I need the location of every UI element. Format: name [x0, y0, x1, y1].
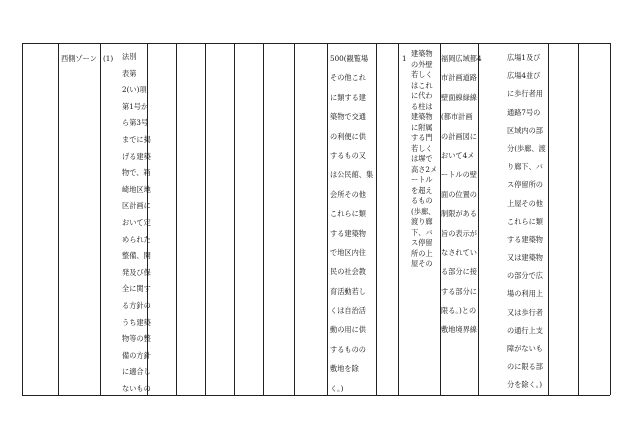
- text-line: 物等の整: [122, 334, 151, 344]
- text-line: く。): [330, 383, 344, 393]
- table-border: [58, 43, 59, 395]
- text-line: 旨の表示が: [441, 228, 477, 238]
- text-line: げる建築: [122, 151, 151, 161]
- text-line: り廊下、バ: [507, 162, 543, 172]
- text-line: おいて定: [122, 217, 151, 227]
- text-line: 障がないも: [507, 344, 543, 353]
- text-line: するものの: [330, 344, 366, 354]
- text-line: る部分に接: [441, 267, 477, 277]
- text-line: までに掲: [122, 134, 151, 144]
- text-line: 崎地区地: [122, 184, 151, 194]
- text-line: 会所その他: [330, 189, 366, 199]
- text-line: 制限がある: [441, 209, 477, 219]
- text-line: 広場1及び: [507, 53, 541, 62]
- text-line: のに限る部: [507, 362, 543, 372]
- text-line: する部分に: [441, 286, 477, 296]
- text-line: 築物で交通: [330, 112, 366, 122]
- law-reference-column: [122, 49, 151, 397]
- text-line: ス停留所の: [507, 180, 543, 190]
- text-line: くは自治活: [330, 306, 366, 316]
- text-line: 限る。)との: [441, 306, 477, 316]
- text-line: 壁面線緑線: [441, 92, 477, 102]
- wall-restriction-column: [411, 49, 439, 270]
- text-line: するもの又: [330, 150, 366, 160]
- text-line: 育活動若し: [330, 286, 366, 296]
- text-line: (都市計画: [441, 112, 473, 122]
- table-border: [205, 43, 206, 395]
- text-line: 場の利用上: [507, 289, 543, 299]
- table-border: [610, 43, 611, 395]
- text-line: の通行上支: [507, 325, 543, 335]
- text-line: その他これ: [330, 73, 366, 83]
- text-line: 発及び保: [122, 267, 151, 277]
- text-line: に適合し: [122, 367, 151, 377]
- text-line: 通路7号の: [507, 107, 541, 117]
- text-line: 物で、箱: [122, 168, 151, 178]
- text-line: 福岡広域都4: [441, 54, 482, 63]
- text-line: する建築物: [330, 228, 366, 238]
- text-line: 備の方針: [122, 350, 151, 360]
- bottom-rule: [22, 395, 610, 396]
- table-border: [176, 43, 177, 395]
- item-number: (1): [103, 54, 114, 63]
- table-border: [22, 43, 23, 395]
- table-border: [376, 43, 377, 395]
- text-line: ら第3号: [122, 118, 149, 128]
- text-line: められた: [122, 234, 151, 244]
- text-line: 又は歩行者: [507, 307, 543, 317]
- building-use-column: [330, 49, 373, 398]
- text-line: 又は建築物: [507, 253, 543, 263]
- table-border: [234, 43, 235, 395]
- table-border: [100, 43, 101, 395]
- subitem-number: 1: [402, 54, 407, 63]
- text-line: 分(歩廊、渡: [507, 143, 546, 153]
- text-line: ートルの壁: [441, 170, 477, 180]
- zone-label: 西側ゾーン: [61, 54, 97, 63]
- text-line: 民の社会教: [330, 267, 366, 277]
- text-line: の利便に供: [330, 131, 366, 141]
- text-line: 500(観覧場: [330, 54, 369, 63]
- text-line: 全に関す: [122, 284, 151, 294]
- table-border: [398, 43, 399, 395]
- table-border: [327, 43, 328, 395]
- text-line: 区計画に: [122, 201, 151, 211]
- text-line: に類する建: [330, 92, 366, 102]
- text-line: 法別: [122, 52, 137, 61]
- text-line: は公民館、集: [330, 170, 374, 180]
- text-line: 動の用に供: [330, 325, 366, 335]
- text-line: で地区内住: [330, 247, 366, 257]
- table-border: [294, 43, 295, 395]
- text-line: 上屋その他: [507, 198, 543, 208]
- table-border: [578, 43, 579, 395]
- text-line: 市計画道路: [441, 73, 477, 83]
- text-line: 表第: [122, 68, 137, 78]
- text-line: ないもの: [122, 383, 151, 393]
- text-line: 分を除く。): [507, 380, 542, 390]
- text-line: 建築物の外壁若しくはこれに代わる柱は建築物に附属する門若しくは塀で高さ2メートルを超えるもの(歩廊、渡り廊下、バス停留所の上屋その: [411, 49, 438, 268]
- text-line: 敷地を除: [330, 364, 359, 374]
- text-line: 面の位置の: [441, 189, 477, 199]
- text-line: これらに類: [507, 216, 543, 226]
- top-rule: [22, 43, 610, 44]
- text-line: 区域内の部: [507, 125, 543, 135]
- text-line: に歩行者用: [507, 89, 543, 99]
- text-line: なされてい: [441, 247, 477, 257]
- boundary-column: [441, 49, 482, 340]
- text-line: 広場4並び: [507, 71, 541, 81]
- text-line: の部分で広: [507, 271, 543, 281]
- text-line: おいて4メ: [441, 150, 475, 160]
- text-line: 敷地境界線: [441, 325, 477, 335]
- text-line: る方針の: [122, 300, 151, 310]
- text-line: 第1号か: [122, 101, 149, 111]
- text-line: の計画図に: [441, 131, 477, 141]
- text-line: 整備、開: [122, 251, 151, 261]
- remark-column: [507, 49, 546, 395]
- table-border: [263, 43, 264, 395]
- table-border: [548, 43, 549, 395]
- text-line: うち建築: [122, 317, 151, 327]
- text-line: する建築物: [507, 234, 543, 244]
- text-line: 2(い)項: [122, 85, 147, 95]
- text-line: これらに類: [330, 209, 366, 219]
